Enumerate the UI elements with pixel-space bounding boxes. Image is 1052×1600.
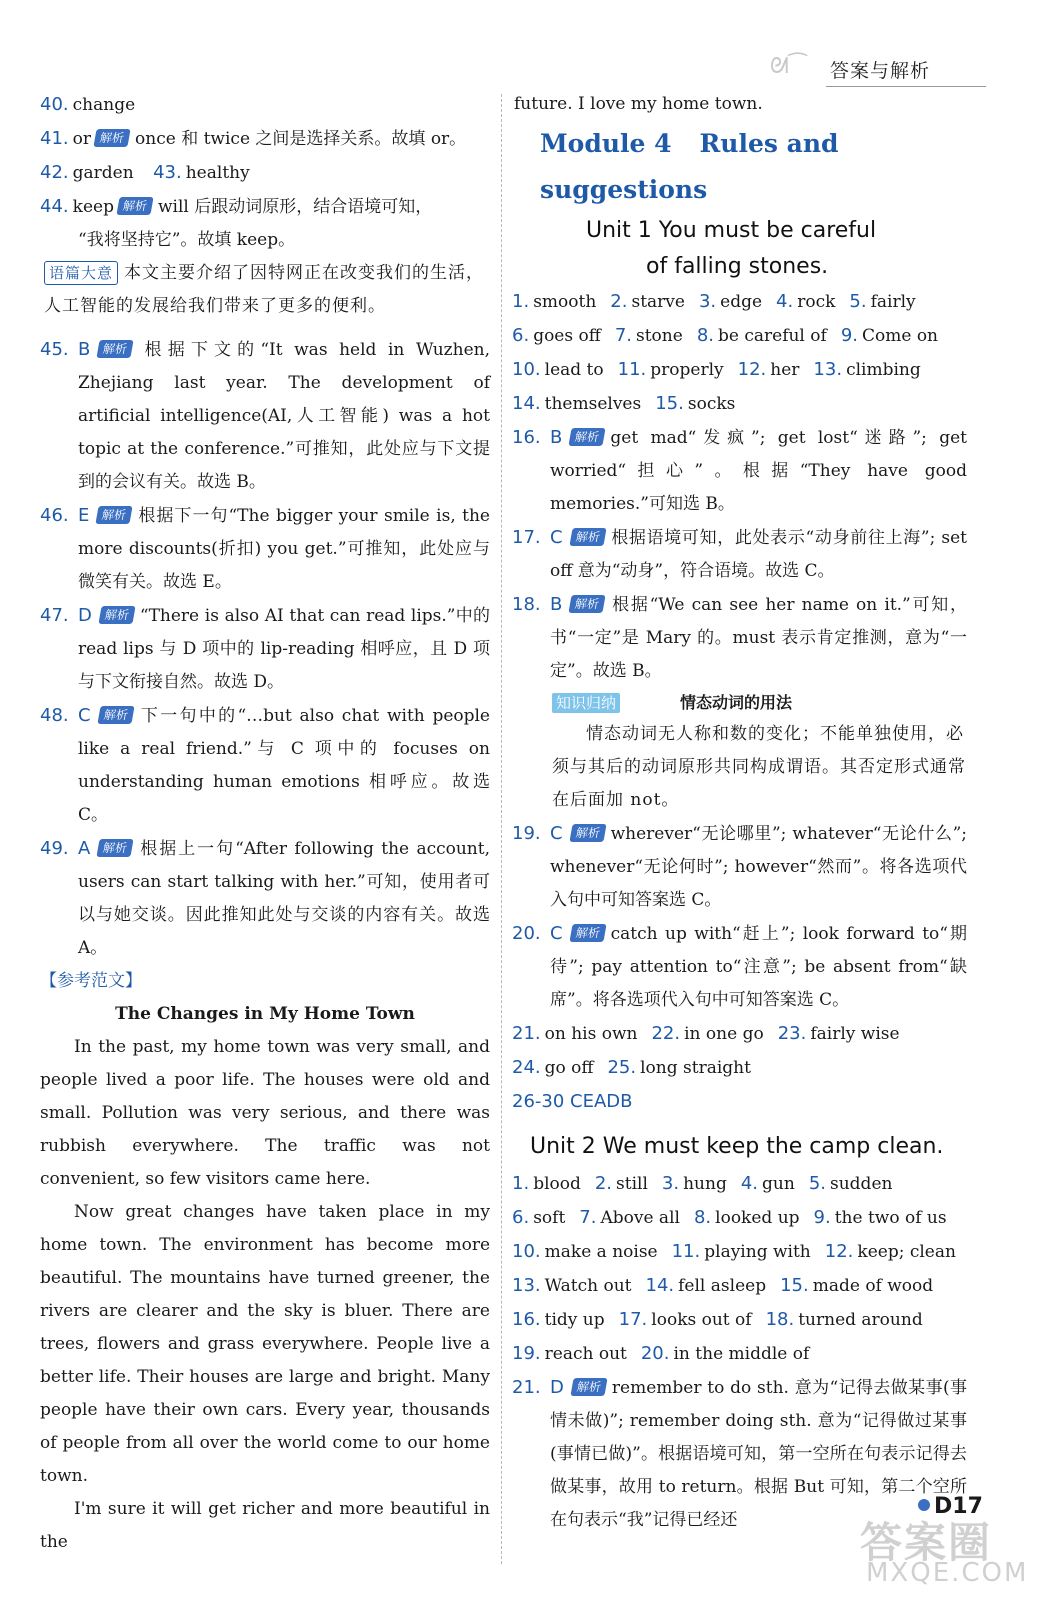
item-number: 10. [512,1241,541,1262]
answer-row [512,1201,967,1235]
item-answer: Come on [862,326,939,346]
item-number: 11. [617,359,647,380]
analysis-tag: 解析 [97,340,134,358]
item-answer: long straight [640,1058,751,1078]
essay-title: The Changes in My Home Town [115,1004,415,1024]
item-number: 20. [640,1343,670,1364]
item-answer: edge [720,292,763,312]
item-answer: in one go [684,1024,764,1044]
item-answer: keep; clean [857,1242,956,1262]
item-answer: starve [631,292,685,312]
analysis-tag: 解析 [569,528,606,546]
item-number: 7. [614,325,632,346]
item-number: 17. [618,1309,648,1330]
item-answer: looked up [715,1208,800,1228]
item-number: 14. [645,1275,675,1296]
watermark: 答案圈 MXQE.COM [860,1518,1029,1588]
item-number: 9. [813,1207,831,1228]
item-number: 1. [512,291,530,312]
answer-49: 49. A 解析 根据上一句“After following the account, users can start talking with her.”可知，使用者可以与她交谈。因此推知此处与交谈的内容有关。故选 A。 [40,838,490,958]
answer-17: 17. C 解析 根据语境可知，此处表示“动身前往上海”; set off 意为“动身”，符合语境。故选 C。 [512,527,967,581]
answer-45: 45. B 解析 根据下文的“It was held in Wuzhen, Zhejiang last year. The development of artificial intelligence(AI,人工智能) was a hot topic at the conference.”可推知，此处应与下文提到的会议有关。故选 B。 [40,339,490,492]
item-number: 8. [693,1207,712,1228]
item-number: 4. [776,291,794,312]
item-answer: goes off [533,326,601,346]
analysis-tag: 解析 [569,924,606,942]
item-number: 15. [780,1275,809,1296]
answer-19: 19. C 解析 wherever“无论哪里”; whatever“无论什么”; whenever“无论何时”; however“然而”。将各选项代入句中可知答案选 C。 [512,823,967,910]
item-answer: tidy up [544,1310,605,1330]
item-number: 1. [512,1173,530,1194]
item-number: 16. [512,1309,541,1330]
item-number: 6. [512,325,530,346]
item-number: 21. [512,1023,541,1044]
item-answer: Watch out [544,1276,632,1296]
essay-paragraph-3: I'm sure it will get richer and more beautiful in the [40,1499,490,1552]
item-answer: go off [544,1058,594,1078]
item-answer: playing with [704,1242,811,1262]
item-number: 5. [849,291,867,312]
item-answer: be careful of [718,326,827,346]
answer-row [512,285,967,319]
knowledge-summary-header [512,688,967,718]
item-answer: the two of us [834,1208,947,1228]
column-divider [501,94,502,1564]
answer-row [512,1017,967,1051]
item-number: 11. [671,1241,701,1262]
item-number: 25. [607,1057,637,1078]
item-number: 23. [777,1023,807,1044]
item-number: 12. [824,1241,854,1262]
item-number: 9. [840,325,858,346]
header-decoration-icon: ᘛ⁀ [770,54,807,79]
item-number: 13. [512,1275,541,1296]
answer-row [512,387,967,421]
answer-40: 40. change [40,94,136,115]
item-answer: gun [762,1174,795,1194]
item-number: 6. [512,1207,530,1228]
passage-summary: 语篇大意 本文主要介绍了因特网正在改变我们的生活，人工智能的发展给我们带来了更多的便利。 [44,263,485,316]
item-answer: properly [650,360,724,380]
item-answer: turned around [798,1310,923,1330]
item-answer: themselves [544,394,642,414]
answer-47: 47. D 解析 “There is also AI that can read lips.”中的 read lips 与 D 项中的 lip-reading 相呼应，且 D 项与下文衔接自然。故选 D。 [40,605,490,692]
answer-18: 18. B 解析 根据“We can see her name on it.”可知，书“一定”是 Mary 的。must 表示肯定推测，意为“一定”。故选 B。 [512,594,967,681]
item-answer: rock [797,292,836,312]
item-number: 18. [765,1309,795,1330]
module-title: Module 4 Rules and suggestions [540,129,839,204]
item-answer: socks [687,394,736,414]
item-answer: looks out of [651,1310,752,1330]
page-header [770,50,980,90]
analysis-tag: 解析 [569,824,606,842]
unit2-title: Unit 2 We must keep the camp clean. [530,1134,944,1159]
analysis-tag: 解析 [570,1378,607,1396]
item-answer: fairly [870,292,916,312]
analysis-tag: 解析 [96,506,133,524]
item-number: 2. [610,291,628,312]
answer-16: 16. B 解析 get mad“发疯”; get lost“迷路”; get worried“担心”。根据“They have good memories.”可知选 B。 [512,427,967,514]
essay-paragraph-2: Now great changes have taken place in my home town. The environment has become more beautiful. The mountains have turned greener, the rivers are clearer and the sky is bluer. There are trees, flowers and grass everywhere. People live a better life. Their houses are large and bright. Many people have their own cars. Every year, thousands of people from all over the world come to our home town. [40,1202,490,1486]
analysis-tag: 解析 [93,129,130,147]
answer-21-u2: 21. D 解析 remember to do sth. 意为“记得去做某事(事情未做)”; remember doing sth. 意为“记得做过某事(事情已做)”。根据语境可知，第一空所在句表示记得去做某事，故用 to return。根据 But 可知，第二个空所在句表示“我”记得已经还 [512,1377,967,1530]
answer-44-cont: “我将坚持它”。故填 keep。 [78,230,296,250]
left-column [40,88,490,1559]
item-answer: fairly wise [810,1024,900,1044]
answer-42-43: 42. garden 43. healthy [40,162,250,183]
item-number: 12. [737,359,767,380]
item-answer: blood [533,1174,581,1194]
answer-row [512,1051,967,1085]
answer-44: 44. keep 解析 will 后跟动词原形，结合语境可知， [40,196,433,217]
item-number: 24. [512,1057,541,1078]
unit1-title: Unit 1 You must be careful [586,218,877,243]
item-answer: hung [683,1174,727,1194]
answer-row [512,319,967,353]
item-answer: make a noise [544,1242,658,1262]
essay-continuation: future. I love my home town. [514,94,763,114]
item-number: 14. [512,393,541,414]
analysis-tag: 解析 [569,595,606,613]
knowledge-text: 情态动词无人称和数的变化；不能单独使用，必须与其后的动词原形共同构成谓语。其否定形式通常在后面加 not。 [552,724,966,810]
page-number: D17 [918,1494,983,1519]
item-number: 2. [594,1173,613,1194]
item-answer: smooth [533,292,597,312]
answer-46: 46. E 解析 根据下一句“The bigger your smile is, the more discounts(折扣) you get.”可推知，此处应与微笑有关。故选 E。 [40,505,490,592]
analysis-tag: 解析 [97,706,134,724]
knowledge-title: 情态动词的用法 [680,693,793,712]
item-answer: reach out [544,1344,627,1364]
item-answer: sudden [830,1174,893,1194]
answer-row [512,1337,967,1371]
item-answer: still [616,1174,648,1194]
answer-row [512,353,967,387]
analysis-tag: 解析 [569,428,606,446]
item-answer: stone [636,326,683,346]
analysis-tag: 解析 [98,606,135,624]
header-title: 答案与解析 [830,60,931,82]
item-number: 19. [512,1343,541,1364]
right-column [512,88,967,1537]
answer-41: 41. or 解析 once 和 twice 之间是选择关系。故填 or。 [40,128,467,149]
item-answer: fell asleep [678,1276,767,1296]
item-number: 3. [661,1173,680,1194]
item-number: 8. [696,325,714,346]
item-answer: her [770,360,800,380]
header-rule [826,86,986,87]
item-answer: climbing [846,360,921,380]
answer-20: 20. C 解析 catch up with“赶上”; look forward to“期待”; pay attention to“注意”; be absent from“缺席”。将各选项代入句中可知答案选 C。 [512,923,967,1010]
item-answer: soft [533,1208,566,1228]
knowledge-tag: 知识归纳 [552,693,620,713]
item-number: 22. [651,1023,681,1044]
answer-row [512,1167,967,1201]
answer-row [512,1235,967,1269]
item-answer: made of wood [812,1276,934,1296]
unit1-title-cont: of falling stones. [646,254,829,279]
analysis-tag: 解析 [116,197,153,215]
answer-row [512,1303,967,1337]
item-number: 15. [655,393,684,414]
reference-essay-label: 【参考范文】 [40,971,142,991]
analysis-tag: 解析 [97,839,134,857]
answer-48: 48. C 解析 下一句中的“…but also chat with people like a real friend.”与 C 项中的 focuses on understanding human emotions 相呼应。故选 C。 [40,705,490,825]
item-number: 5. [808,1173,826,1194]
item-answer: lead to [544,360,604,380]
answer-row [512,1269,967,1303]
item-number: 7. [579,1207,597,1228]
essay-paragraph-1: In the past, my home town was very small, and people lived a poor life. The houses were old and small. Pollution was very serious, and there was rubbish everywhere. The traffic was not convenient, so few visitors came here. [40,1037,490,1189]
item-answer: Above all [600,1208,680,1228]
answer-26-30: 26-30 CEADB [512,1091,633,1112]
item-number: 10. [512,359,541,380]
summary-tag: 语篇大意 [44,261,118,285]
item-number: 13. [813,359,843,380]
item-answer: in the middle of [673,1344,810,1364]
item-answer: on his own [544,1024,638,1044]
item-number: 3. [698,291,717,312]
item-number: 4. [740,1173,759,1194]
